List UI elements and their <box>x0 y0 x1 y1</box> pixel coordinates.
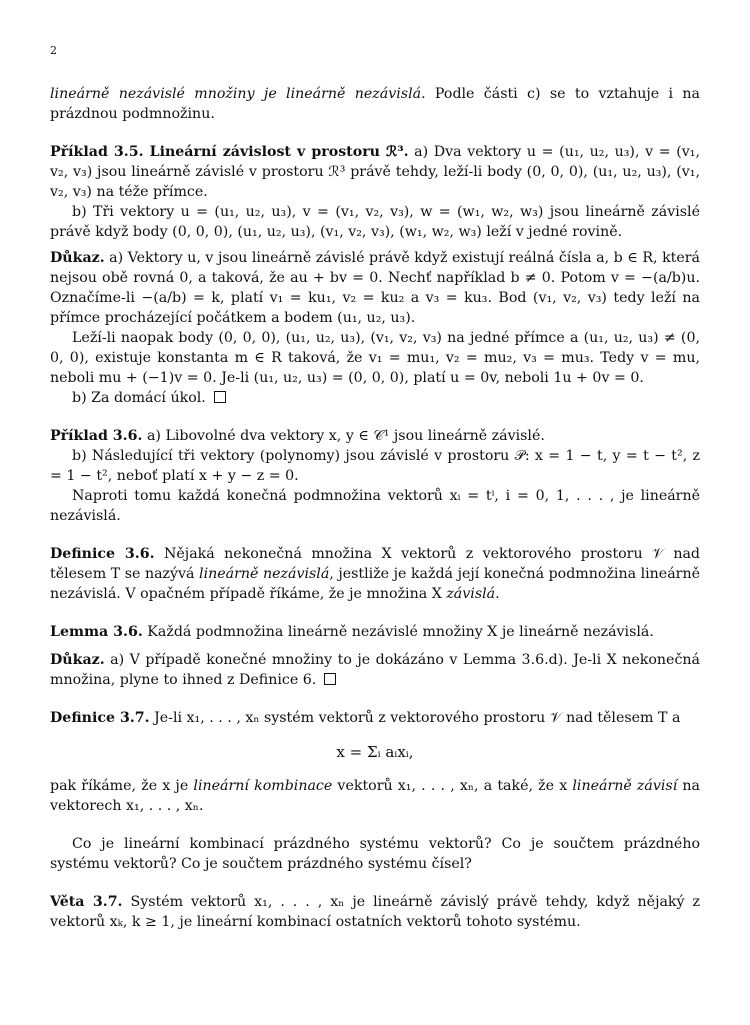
qed-icon <box>324 673 336 685</box>
definition-3-6-text-c: . <box>495 586 500 602</box>
proof-3-5-b: Leží-li naopak body (0, 0, 0), (u₁, u₂, u₃), (v₁, v₂, v₃) na jedné přímce a (u₁, u₂, u₃) ≠ (0, 0, 0), existuje konstanta m ∈ R taková, že v₁ = mu₁, v₂ = mu₂, v₃ = mu₃. Tedy v = mu, neboli mu + (−1)v = 0. Je-li (u₁, u₂, u₃) = (0, 0, 0), platí u = 0v, neboli 1u + 0v = 0. <box>50 330 700 386</box>
def37-after-2: vektorů x₁, . . . , xₙ, a také, že x <box>332 778 573 794</box>
proof-2-label: Důkaz. <box>50 652 105 668</box>
example-3-6-title: Příklad 3.6. <box>50 428 143 444</box>
def37-after-1: pak říkáme, že x je <box>50 778 194 794</box>
intro-italic: lineárně nezávislé množiny je lineárně nezávislá. <box>50 86 426 102</box>
example-3-6-a: a) Libovolné dva vektory x, y ∈ 𝒞¹ jsou lineárně závislé. <box>142 428 545 444</box>
example-3-5 <box>50 142 700 202</box>
qed-icon <box>214 391 226 403</box>
definition-3-7-text: Je-li x₁, . . . , xₙ systém vektorů z vektorového prostoru 𝒱 nad tělesem T a <box>149 710 681 726</box>
page-body <box>50 40 700 932</box>
example-3-6 <box>50 426 700 446</box>
def37-after-3: na vektorech x₁, . . . , xₙ. <box>50 778 701 814</box>
example-3-6-b: b) Následující tři vektory (polynomy) jsou závislé v prostoru 𝒫: x = 1 − t, y = t − t², z = 1 − t², neboť platí x + y − z = 0. <box>50 448 700 484</box>
proof-3-5-c <box>50 388 700 408</box>
theorem-3-7-title: Věta 3.7. <box>50 894 123 910</box>
example-3-6-c: Naproti tomu každá konečná podmnožina vektorů xᵢ = tⁱ, i = 0, 1, . . . , je lineárně nezávislá. <box>50 488 700 524</box>
theorem-3-7-text: Systém vektorů x₁, . . . , xₙ je lineárně závislý právě tehdy, když nějaký z vektorů xₖ, k ≥ 1, je lineární kombinací ostatních vektorů tohoto systému. <box>50 894 700 930</box>
lemma-3-6 <box>50 622 700 642</box>
intro-text: Podle části c) se to vztahuje i na prázdnou podmnožinu. <box>50 86 700 122</box>
lemma-3-6-text: Každá podmnožina lineárně nezávislé množiny X je lineárně nezávislá. <box>142 624 654 640</box>
def37-term-2: lineárně závisí <box>572 778 678 794</box>
theorem-3-7 <box>50 892 700 932</box>
example-3-5-title: Příklad 3.5. Lineární závislost v prostoru ℛ³. <box>50 144 409 160</box>
equation-linear-combination: x = Σᵢ aᵢxᵢ, <box>336 743 414 761</box>
proof-lemma-3-6 <box>50 650 700 690</box>
definition-3-6-term-2: závislá <box>446 586 496 602</box>
example-3-5-b: b) Tři vektory u = (u₁, u₂, u₃), v = (v₁, v₂, v₃), w = (w₁, w₂, w₃) jsou lineárně závislé právě když body (0, 0, 0), (u₁, u₂, u₃), (v₁, v₂, v₃), (w₁, w₂, w₃) leží v jedné rovině. <box>50 204 700 240</box>
definition-3-7-continuation <box>50 776 700 816</box>
paragraph-intro <box>50 84 700 124</box>
proof-3-5 <box>50 248 700 328</box>
definition-3-6-term-1: lineárně nezávislá <box>199 566 330 582</box>
proof-3-5-a: a) Vektory u, v jsou lineárně závislé právě když existují reálná čísla a, b ∈ R, která nejsou obě rovná 0, a taková, že au + bv = 0. Nechť například b ≠ 0. Potom v = −(a/b)u. Označíme-li −(a/b) = k, platí v₁ = ku₁, v₂ = ku₂ a v₃ = ku₃. Bod (v₁, v₂, v₃) tedy leží na přímce procházející počátkem a bodem (u₁, u₂, u₃). <box>50 250 700 326</box>
proof-2-text: a) V případě konečné množiny to je dokázáno v Lemma 3.6.d). Je-li X nekonečná množina, plyne to ihned z Definice 6. <box>50 652 700 688</box>
page-number: 2 <box>50 44 57 57</box>
definition-3-6 <box>50 544 700 604</box>
definition-3-7 <box>50 708 700 728</box>
questions-paragraph: Co je lineární kombinací prázdného systému vektorů? Co je součtem prázdného systému vektorů? Co je součtem prázdného systému čísel? <box>50 836 700 872</box>
definition-3-6-title: Definice 3.6. <box>50 546 155 562</box>
definition-3-6-text-a: Nějaká nekonečná množina X vektorů z vektorového prostoru 𝒱 nad tělesem T se nazývá <box>50 546 700 582</box>
def37-term-1: lineární kombinace <box>193 778 333 794</box>
lemma-3-6-title: Lemma 3.6. <box>50 624 143 640</box>
proof-label: Důkaz. <box>50 250 105 266</box>
proof-3-5-c-text: b) Za domácí úkol. <box>72 390 206 406</box>
definition-3-6-text-b: , jestliže je každá její konečná podmnožina lineárně nezávislá. V opačném případě říkáme, že je množina X <box>50 566 700 602</box>
example-3-5-a: a) Dva vektory u = (u₁, u₂, u₃), v = (v₁, v₂, v₃) jsou lineárně závislé v prostoru ℛ³ právě tehdy, leží-li body (0, 0, 0), (u₁, u₂, u₃), (v₁, v₂, v₃) na téže přímce. <box>50 144 700 200</box>
definition-3-7-title: Definice 3.7. <box>50 710 150 726</box>
